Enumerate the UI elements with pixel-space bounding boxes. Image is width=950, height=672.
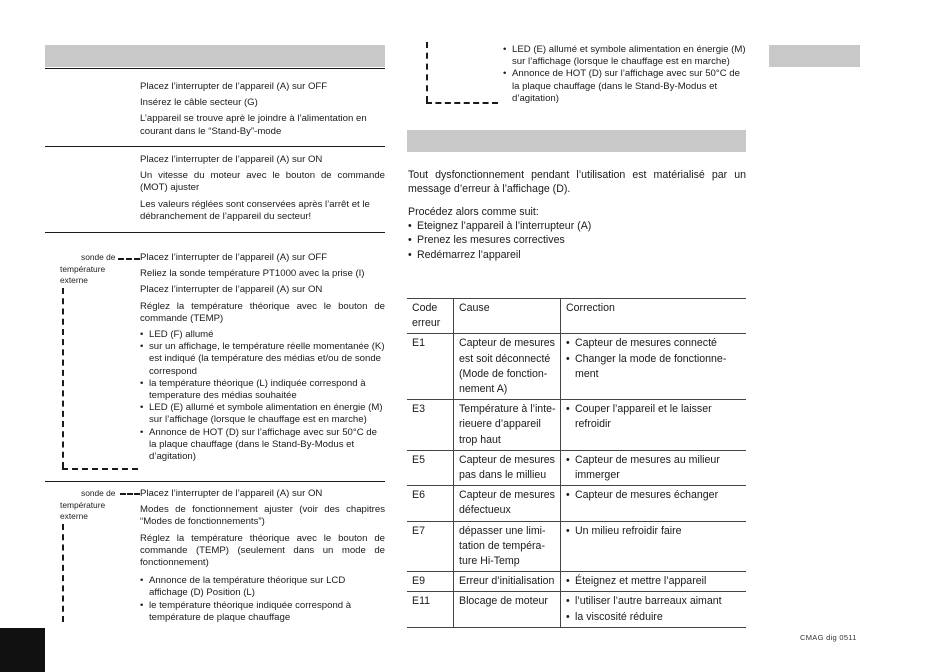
procedure-step-3: • Redémarrez l’appareil [408,248,746,262]
block1 [140,81,385,138]
cell-correction [561,592,747,627]
probe-label-1-b: température [60,263,106,274]
cell-cause: Capteur de mesures pas dans le millieu [454,450,561,485]
cell-correction [561,572,747,592]
correction-item: • Un milieu refroidir faire [566,524,742,539]
probe-label-2-c: externe [60,511,88,521]
probe-connector-2-top [120,493,140,495]
probe-label-2-a: sonde de [81,488,116,498]
block4-line-1: Placez l’interrupter de l’appareil (A) sur ON [140,488,323,499]
cell-code: E9 [407,572,454,592]
cell-cause: Capteur de mesures défectueux [454,486,561,521]
table-row [407,334,746,400]
external-probe-label-2 [60,488,120,523]
cell-cause: Capteur de mesures est soit déconnecté (Mode de fonction-nement A) [454,334,561,400]
block1-line-3: L’appareil se trouve aprè le joindre à l’alimentation en courant dans le “Stand-By”-mode [140,113,367,137]
table-row [407,572,746,592]
cell-code: E7 [407,521,454,572]
block3-bullet-4: • LED (E) allumé et symbole alimentation en énergie (M) sur l’affichage (lorsque le chauffage est en marche) [140,402,385,426]
divider-2 [45,146,385,147]
block2-line-1: Placez l’interrupter de l’appareil (A) sur ON [140,154,323,165]
probe-connector-2-vertical [62,524,64,622]
divider-top [45,68,385,69]
external-probe-label-1 [60,252,120,287]
procedure-step-1: • Eteignez l’appareil à l’interrupteur (A) [408,219,746,233]
cell-correction [561,450,747,485]
probe-label-1-a: sonde de [81,252,116,262]
divider-3 [45,232,385,233]
table-row [407,486,746,521]
block4-line-3: Réglez la température théorique avec le bouton de commande (TEMP) (seulement dans un mode de fonctionnement) [140,532,385,569]
block3-bullet-3: • la température théorique (L) indiquée correspond à temperature des médias souhaitée [140,378,385,402]
cell-correction [561,334,747,400]
block2-line-2: Un vitesse du moteur avec le bouton de commande (MOT) ajuster [140,170,385,194]
block4-bullet-2: • le température théorique indiquée correspond à température de plaque chauffage [140,600,385,624]
correction-item: • Capteur de mesures au milieur immerger [566,453,742,483]
error-intro: Tout dysfonctionnement pendant l’utilisation est matérialisé par un message d’erreur à l’affichage (D). [408,169,746,196]
block2 [140,154,385,223]
right-top-bullets [503,44,746,105]
procedure-step-2: • Prenez les mesures correctives [408,233,746,247]
correction-item: • Éteignez et mettre l’appareil [566,574,742,589]
correction-item: • Couper l’appareil et le laisser refroidir [566,402,742,432]
right-edge-header-bar [769,45,860,67]
table-row [407,450,746,485]
probe-connector-1-bottom [62,468,138,470]
right-top-bullet-2: • Annonce de HOT (D) sur l’affichage avec sur 50°C de la plaque chauffage (dans le Stand-By-Modus et d’agitation) [503,68,746,105]
cell-correction [561,486,747,521]
probe-label-1-c: externe [60,275,88,285]
left-section-header-bar [45,45,385,67]
block4-bullets [140,575,385,624]
cell-correction [561,400,747,451]
cell-code: E5 [407,450,454,485]
table-row [407,521,746,572]
right-connector-bottom [426,102,498,104]
block4-line-2: Modes de fonctionnement ajuster (voir des chapitres “Modes de fonctionnements”) [140,504,385,528]
procedure [408,205,746,262]
cell-cause: Erreur d’initialisation [454,572,561,592]
cell-cause: dépasser une limi-tation de tempéra-ture Hi-Temp [454,521,561,572]
cell-cause: Blocage de moteur [454,592,561,627]
cell-cause: Température à l’inte-rieuere d’appareil trop haut [454,400,561,451]
right-connector-vertical [426,42,428,102]
block3-bullet-2: • sur un affichage, le température réelle momentanée (K) est indiqué (la température des médias et/ou de sonde correspond [140,341,385,378]
cell-code: E1 [407,334,454,400]
block1-line-2: Insérez le câble secteur (G) [140,97,258,109]
error-code-table [407,298,746,628]
block3-line-1: Placez l’interrupter de l’appareil (A) sur OFF [140,252,328,263]
block3-line-4: Réglez la température théorique avec le bouton de commande (TEMP) [140,300,385,324]
header-correction: Correction [561,299,747,334]
probe-connector-1-top [118,258,140,260]
correction-item: • Changer la mode de fonctionne-ment [566,352,742,382]
block3-line-3: Placez l’interrupter de l’appareil (A) sur ON [140,284,323,296]
cell-code: E6 [407,486,454,521]
header-cause: Cause [454,299,561,334]
block4-bullet-1: • Annonce de la température théorique sur LCD affichage (D) Position (L) [140,575,385,599]
probe-label-2-b: température [60,499,106,510]
right-top-bullet-1: • LED (E) allumé et symbole alimentation en énergie (M) sur l’affichage (lorsque le chauffage est en marche) [503,44,746,68]
cell-correction [561,521,747,572]
block3-bullets [140,329,385,463]
procedure-title: Procédez alors comme suit: [408,206,539,218]
block3-bullet-1: • LED (F) allumé [140,329,385,341]
table-header-row [407,299,746,334]
correction-item: • Capteur de mesures connecté [566,336,742,351]
correction-item: • l’utiliser l’autre barreaux aimant [566,594,742,609]
block3-line-2: Reliez la sonde température PT1000 avec la prise (I) [140,268,365,280]
cell-code: E3 [407,400,454,451]
table-row [407,400,746,451]
probe-connector-1-vertical [62,288,64,468]
page-edge-tab [0,628,45,672]
block3 [140,252,385,463]
cell-code: E11 [407,592,454,627]
table-row [407,592,746,627]
procedure-steps [408,219,746,262]
divider-4 [45,481,385,482]
block4 [140,488,385,624]
block3-bullet-5: • Annonce de HOT (D) sur l’affichage avec sur 50°C de la plaque chauffage (dans le Stand-By-Modus et d’agitation) [140,427,385,464]
block2-line-3: Les valeurs réglées sont conservées après l’arrêt et le débranchement de l’appareil du secteur! [140,198,370,222]
header-code: Code erreur [407,299,454,334]
doc-code: CMAG dig 0511 [800,633,857,642]
correction-item: • Capteur de mesures échanger [566,488,742,503]
correction-item: • la viscosité réduire [566,610,742,625]
error-section-header-bar [407,130,746,152]
block1-line-1: Placez l’interrupter de l’appareil (A) sur OFF [140,81,328,92]
